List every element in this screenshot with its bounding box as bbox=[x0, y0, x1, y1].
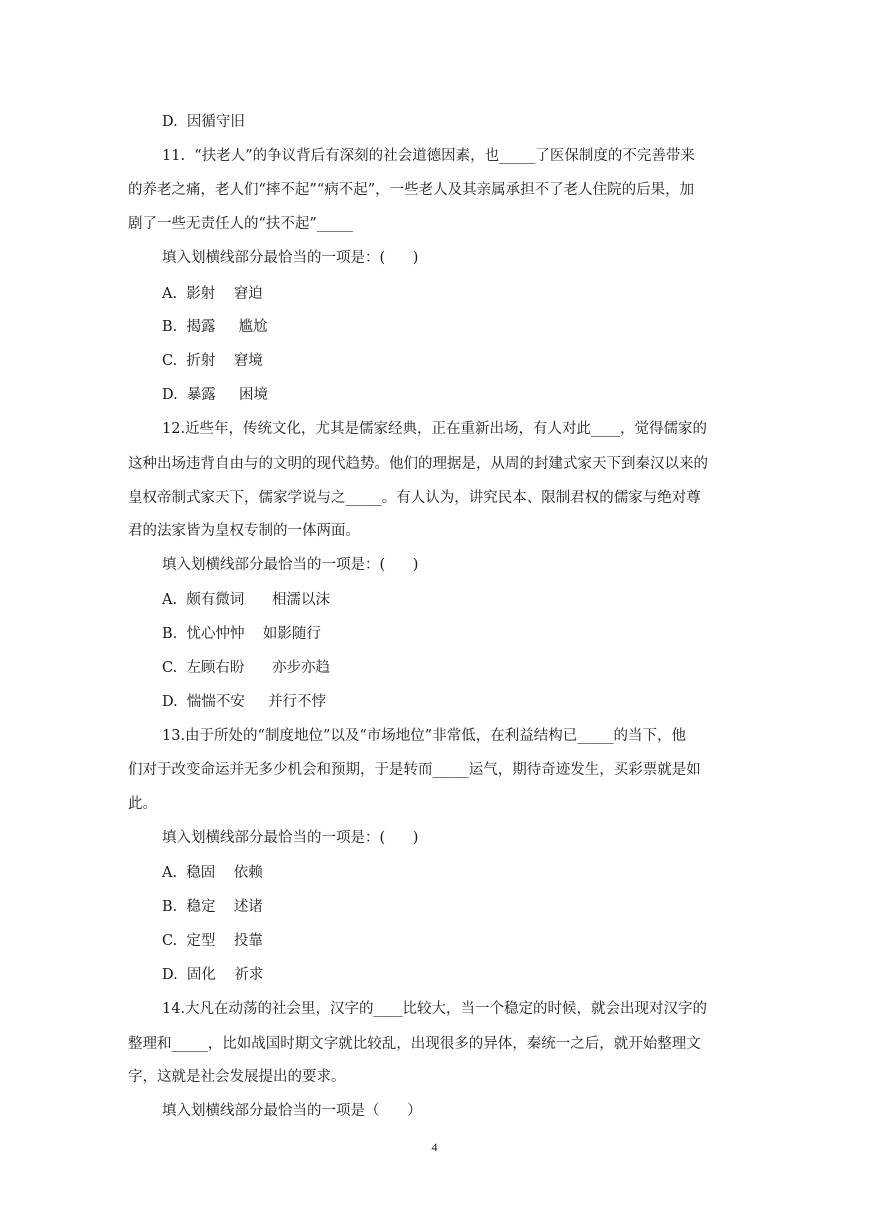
question-12-line-3: 皇权帝制式家天下，儒家学说与之_____。有人认为，讲究民本、限制君权的儒家与绝对尊 bbox=[128, 490, 701, 506]
question-11-line-1: 11. “扶老人”的争议背后有深刻的社会道德因素，也_____了医保制度的不完善带来 bbox=[162, 148, 695, 164]
question-13-option-c: C. 定型 投靠 bbox=[162, 933, 263, 949]
question-13-option-d: D. 固化 祈求 bbox=[162, 967, 264, 983]
question-11-option-d: D. 暴露 困境 bbox=[162, 387, 268, 403]
question-11-prompt: 填入划横线部分最恰当的一项是：( ) bbox=[162, 250, 419, 266]
question-12-line-2: 这种出场违背自由与的文明的现代趋势。他们的理据是，从周的封建式家天下到秦汉以来的 bbox=[128, 456, 708, 472]
question-14-line-2: 整理和_____，比如战国时期文字就比较乱，出现很多的异体，秦统一之后，就开始整理文 bbox=[128, 1036, 701, 1052]
question-12-line-4: 君的法家皆为皇权专制的一体两面。 bbox=[128, 523, 360, 539]
question-12-line-1: 12.近些年，传统文化，尤其是儒家经典，正在重新出场，有人对此____，觉得儒家的 bbox=[162, 421, 708, 437]
question-14-line-1: 14.大凡在动荡的社会里，汉字的____比较大，当一个稳定的时候，就会出现对汉字的 bbox=[162, 1001, 708, 1017]
question-14-line-3: 字，这就是社会发展提出的要求。 bbox=[128, 1069, 346, 1085]
question-11-line-3: 剧了一些无责任人的“扶不起”_____ bbox=[128, 216, 354, 232]
question-12-prompt: 填入划横线部分最恰当的一项是：( ) bbox=[162, 557, 419, 573]
question-13-option-a: A. 稳固 依赖 bbox=[162, 865, 263, 881]
page-number: 4 bbox=[431, 1140, 438, 1154]
question-11-option-c: C. 折射 窘境 bbox=[162, 353, 263, 369]
question-14-prompt: 填入划横线部分最恰当的一项是（ ） bbox=[162, 1103, 422, 1119]
question-11-option-a: A. 影射 窘迫 bbox=[162, 286, 263, 302]
question-11-line-2: 的养老之痛，老人们“摔不起”“病不起”，一些老人及其亲属承担不了老人住院的后果，加 bbox=[128, 182, 695, 198]
question-13-line-3: 此。 bbox=[128, 796, 157, 812]
question-13-line-1: 13.由于所处的“制度地位”以及“市场地位”非常低，在利益结构已_____的当下，他 bbox=[162, 728, 686, 744]
question-13-option-b: B. 稳定 述诸 bbox=[162, 899, 263, 915]
question-12-option-d: D. 惴惴不安 并行不悖 bbox=[162, 694, 326, 710]
question-12-option-c: C. 左顾右盼 亦步亦趋 bbox=[162, 660, 331, 676]
option-d-q10: D. 因循守旧 bbox=[162, 114, 245, 130]
question-13-prompt: 填入划横线部分最恰当的一项是：( ) bbox=[162, 830, 419, 846]
question-12-option-a: A. 颇有微词 相濡以沫 bbox=[162, 592, 330, 608]
question-11-option-b: B. 揭露 尴尬 bbox=[162, 319, 268, 335]
question-13-line-2: 们对于改变命运并无多少机会和预期，于是转而_____运气，期待奇迹发生，买彩票就是如 bbox=[128, 762, 701, 778]
question-12-option-b: B. 忧心忡忡 如影随行 bbox=[162, 626, 321, 642]
